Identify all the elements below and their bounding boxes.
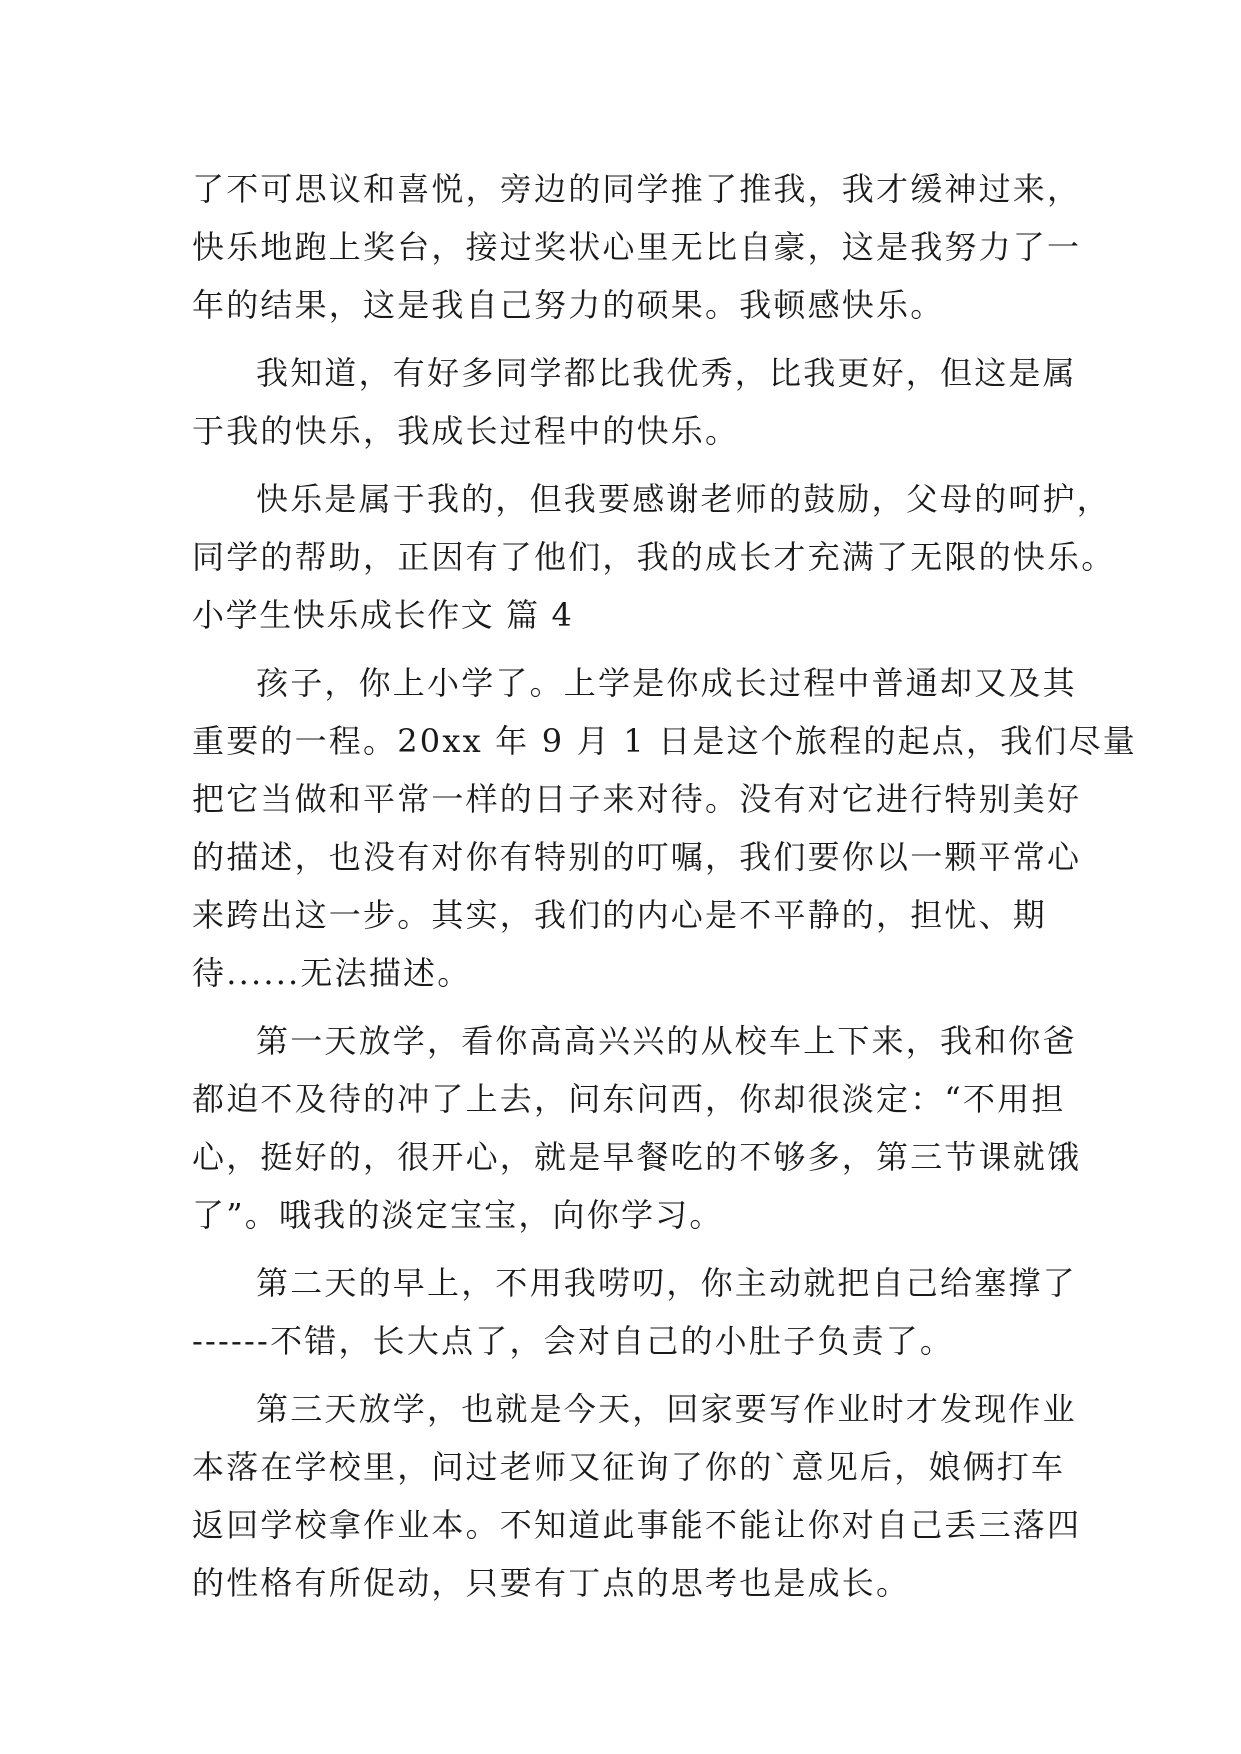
text-line: 待......无法描述。 xyxy=(192,954,472,992)
paragraph-first-line: 我知道，有好多同学都比我优秀，比我更好，但这是属 xyxy=(256,354,1077,392)
paragraph-first-line: 第二天的早上，不用我唠叨，你主动就把自己给塞撑了 xyxy=(256,1264,1077,1302)
paragraph-first-line: 孩子，你上小学了。上学是你成长过程中普通却又及其 xyxy=(256,664,1077,702)
paragraph-first-line: 快乐是属于我的，但我要感谢老师的鼓励，父母的呵护， xyxy=(256,480,1112,518)
text-line: 同学的帮助，正因有了他们，我的成长才充满了无限的快乐。 xyxy=(192,538,1116,576)
text-line: 的性格有所促动，只要有丁点的思考也是成长。 xyxy=(192,1564,911,1602)
text-line: 了”。哦我的淡定宝宝，向你学习。 xyxy=(192,1196,724,1234)
text-line: 的描述，也没有对你有特别的叮嘱，我们要你以一颗平常心 xyxy=(192,838,1082,876)
text-line: 重要的一程。20xx 年 9 月 1 日是这个旅程的起点，我们尽量 xyxy=(192,722,1137,760)
text-line: 心，挺好的，很开心，就是早餐吃的不够多，第三节课就饿 xyxy=(192,1138,1082,1176)
text-line: 返回学校拿作业本。不知道此事能不能让你对自己丢三落四 xyxy=(192,1506,1082,1544)
text-line: 了不可思议和喜悦，旁边的同学推了推我，我才缓神过来， xyxy=(192,170,1082,208)
document-page xyxy=(192,160,1137,1612)
text-line: ------不错，长大点了，会对自己的小肚子负责了。 xyxy=(192,1322,955,1360)
text-line: 来跨出这一步。其实，我们的内心是不平静的，担忧、期 xyxy=(192,896,1048,934)
text-line: 快乐地跑上奖台，接过奖状心里无比自豪，这是我努力了一 xyxy=(192,228,1082,266)
text-line: 年的结果，这是我自己努力的硕果。我顿感快乐。 xyxy=(192,286,945,324)
text-line: 本落在学校里，问过老师又征询了你的`意见后，娘俩打车 xyxy=(192,1448,1066,1486)
text-line: 于我的快乐，我成长过程中的快乐。 xyxy=(192,412,740,450)
section-heading: 小学生快乐成长作文 篇 4 xyxy=(192,596,574,634)
text-line: 把它当做和平常一样的日子来对待。没有对它进行特别美好 xyxy=(192,780,1082,818)
paragraph-first-line: 第一天放学，看你高高兴兴的从校车上下来，我和你爸 xyxy=(256,1022,1077,1060)
paragraph-first-line: 第三天放学，也就是今天，回家要写作业时才发现作业 xyxy=(256,1390,1077,1428)
text-line: 都迫不及待的冲了上去，问东问西，你却很淡定：“不用担 xyxy=(192,1080,1066,1118)
